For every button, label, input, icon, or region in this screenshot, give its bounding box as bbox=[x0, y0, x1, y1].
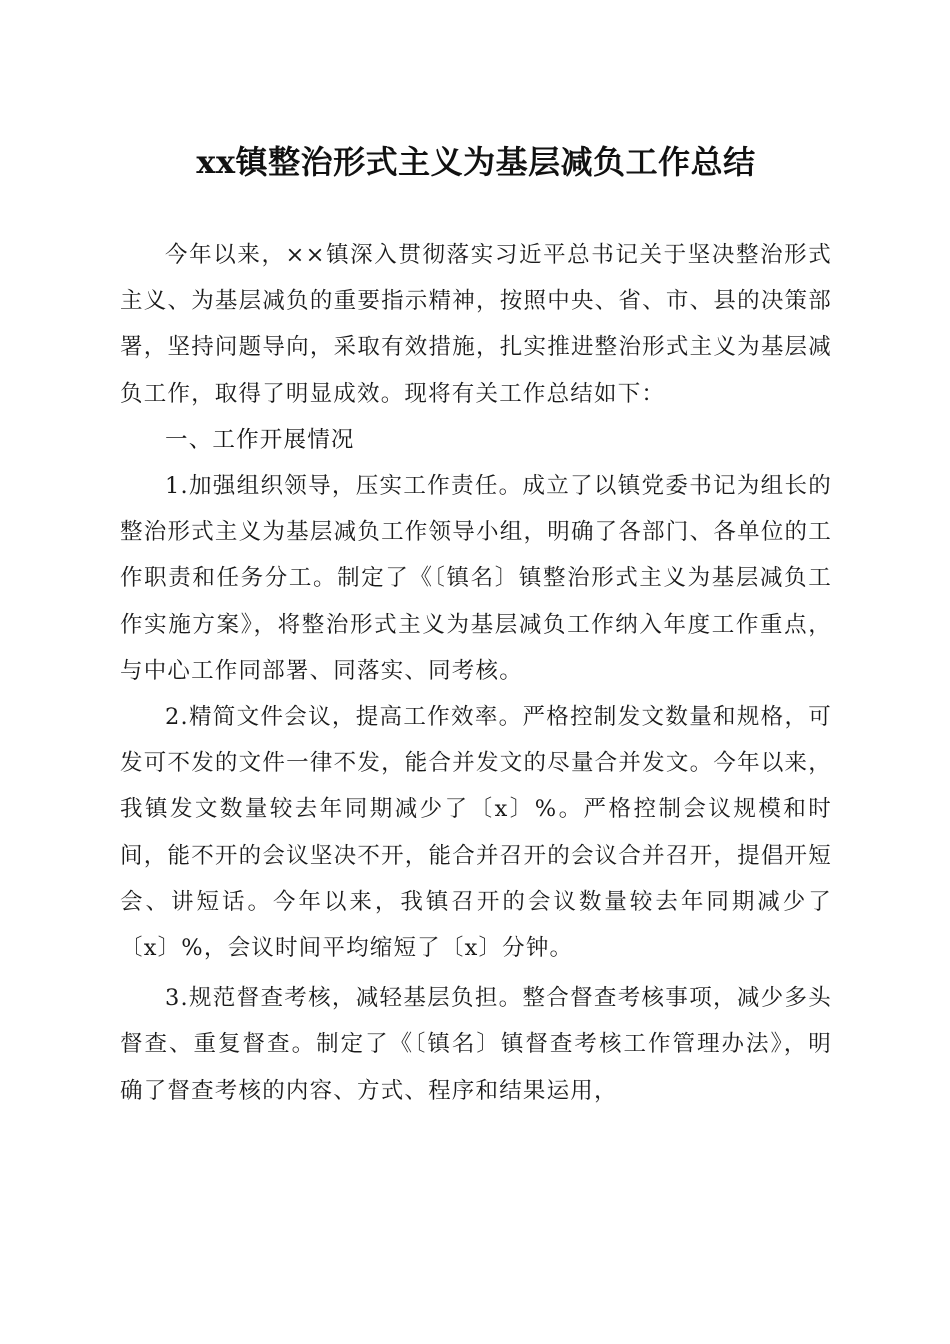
item-3-paragraph: 3.规范督查考核，减轻基层负担。整合督查考核事项，减少多头督查、重复督查。制定了《〔镇名〕镇督查考核工作管理办法》，明确了督查考核的内容、方式、程序和结果运用， bbox=[120, 985, 832, 1104]
document-title: xx镇整治形式主义为基层减负工作总结 bbox=[196, 143, 756, 181]
section-heading: 一、工作开展情况 bbox=[165, 426, 355, 453]
item-2-paragraph: 2.精简文件会议，提高工作效率。严格控制发文数量和规格，可发可不发的文件一律不发，能合并发文的尽量合并发文。今年以来，我镇发文数量较去年同期减少了〔x〕%。严格控制会议规模和时间，能不开的会议坚决不开，能合并召开的会议合并召开，提倡开短会、讲短话。今年以来，我镇召开的会议数量较去年同期减少了〔x〕%，会议时间平均缩短了〔x〕分钟。 bbox=[120, 704, 832, 962]
intro-paragraph: 今年以来，××镇深入贯彻落实习近平总书记关于坚决整治形式主义、为基层减负的重要指示精神，按照中央、省、市、县的决策部署，坚持问题导向，采取有效措施，扎实推进整治形式主义为基层减负工作，取得了明显成效。现将有关工作总结如下： bbox=[120, 242, 832, 407]
item-1-paragraph: 1.加强组织领导，压实工作责任。成立了以镇党委书记为组长的整治形式主义为基层减负工作领导小组，明确了各部门、各单位的工作职责和任务分工。制定了《〔镇名〕镇整治形式主义为基层减负工作实施方案》，将整治形式主义为基层减负工作纳入年度工作重点，与中心工作同部署、同落实、同考核。 bbox=[120, 473, 832, 684]
document-body bbox=[120, 232, 832, 1114]
